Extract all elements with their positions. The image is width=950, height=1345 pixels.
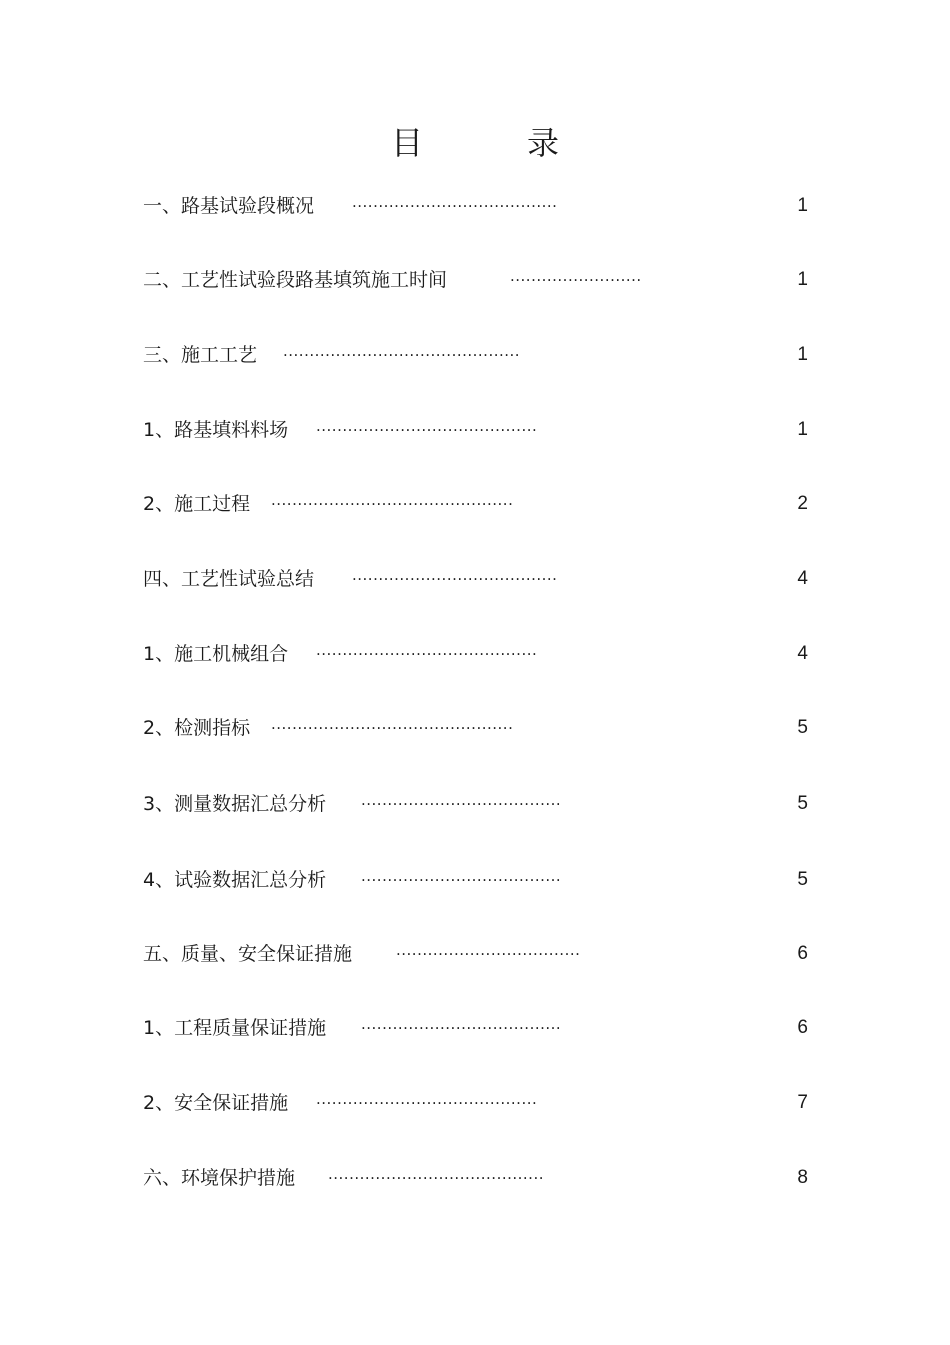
toc-entry-leader: ......................................: [361, 791, 562, 809]
toc-entry-leader: ..............................................: [271, 715, 514, 733]
toc-entry[interactable]: [143, 789, 808, 819]
toc-entry-leader: ..........................................: [316, 1090, 538, 1108]
toc-entry-label: 4、试验数据汇总分析: [143, 869, 327, 891]
toc-entry-label: 二、工艺性试验段路基填筑施工时间: [143, 269, 448, 291]
toc-entry[interactable]: [143, 639, 808, 669]
toc-entry-page-number: 4: [797, 568, 808, 589]
toc-entry[interactable]: [143, 713, 808, 743]
toc-entry-page-number: 6: [797, 1017, 808, 1038]
toc-title: 目 录: [390, 124, 595, 162]
toc-entry-page-number: 2: [797, 493, 808, 514]
toc-entry-leader: ..........................................: [316, 641, 538, 659]
toc-entry-page-number: 4: [797, 643, 808, 664]
toc-entry[interactable]: [143, 340, 808, 370]
toc-entry-page-number: 5: [797, 793, 808, 814]
toc-entry[interactable]: [143, 1013, 808, 1043]
toc-entry-leader: .......................................: [352, 193, 558, 211]
toc-entry-leader: ......................................: [361, 867, 562, 885]
toc-entry-leader: .............................................: [283, 342, 521, 360]
toc-entry[interactable]: [143, 489, 808, 519]
toc-entry-leader: ...................................: [396, 941, 581, 959]
toc-entry-label: 六、环境保护措施: [143, 1167, 296, 1189]
toc-entry[interactable]: [143, 865, 808, 895]
toc-entry-label: 一、路基试验段概况: [143, 195, 315, 217]
toc-entry-page-number: 1: [797, 344, 808, 365]
toc-entry[interactable]: [143, 191, 808, 221]
toc-entry-page-number: 5: [797, 717, 808, 738]
toc-entry[interactable]: [143, 265, 808, 295]
toc-entry-page-number: 1: [797, 195, 808, 216]
toc-entry-page-number: 6: [797, 943, 808, 964]
toc-entry-page-number: 7: [797, 1092, 808, 1113]
toc-entry[interactable]: [143, 415, 808, 445]
toc-entry[interactable]: [143, 1088, 808, 1118]
toc-entry-page-number: 8: [797, 1167, 808, 1188]
toc-entry-page-number: 1: [797, 269, 808, 290]
toc-entry-label: 四、工艺性试验总结: [143, 568, 315, 590]
toc-entry-page-number: 5: [797, 869, 808, 890]
toc-entry-label: 2、施工过程: [143, 493, 251, 515]
toc-entry-label: 1、路基填料料场: [143, 419, 289, 441]
toc-entry-leader: ..........................................: [316, 417, 538, 435]
toc-entry-label: 1、施工机械组合: [143, 643, 289, 665]
toc-entry-label: 1、工程质量保证措施: [143, 1017, 327, 1039]
toc-entry-leader: ..............................................: [271, 491, 514, 509]
toc-entry-label: 2、检测指标: [143, 717, 251, 739]
toc-entry-page-number: 1: [797, 419, 808, 440]
toc-entry[interactable]: [143, 564, 808, 594]
toc-entry-leader: .........................: [510, 267, 642, 285]
toc-entry[interactable]: [143, 1163, 808, 1193]
toc-entry-leader: .........................................: [328, 1165, 544, 1183]
toc-entry-leader: .......................................: [352, 566, 558, 584]
toc-entry-label: 2、安全保证措施: [143, 1092, 289, 1114]
toc-entry[interactable]: [143, 939, 808, 969]
toc-entry-leader: ......................................: [361, 1015, 562, 1033]
toc-entry-label: 五、质量、安全保证措施: [143, 943, 353, 965]
toc-entry-label: 三、施工工艺: [143, 344, 258, 366]
toc-entry-label: 3、测量数据汇总分析: [143, 793, 327, 815]
